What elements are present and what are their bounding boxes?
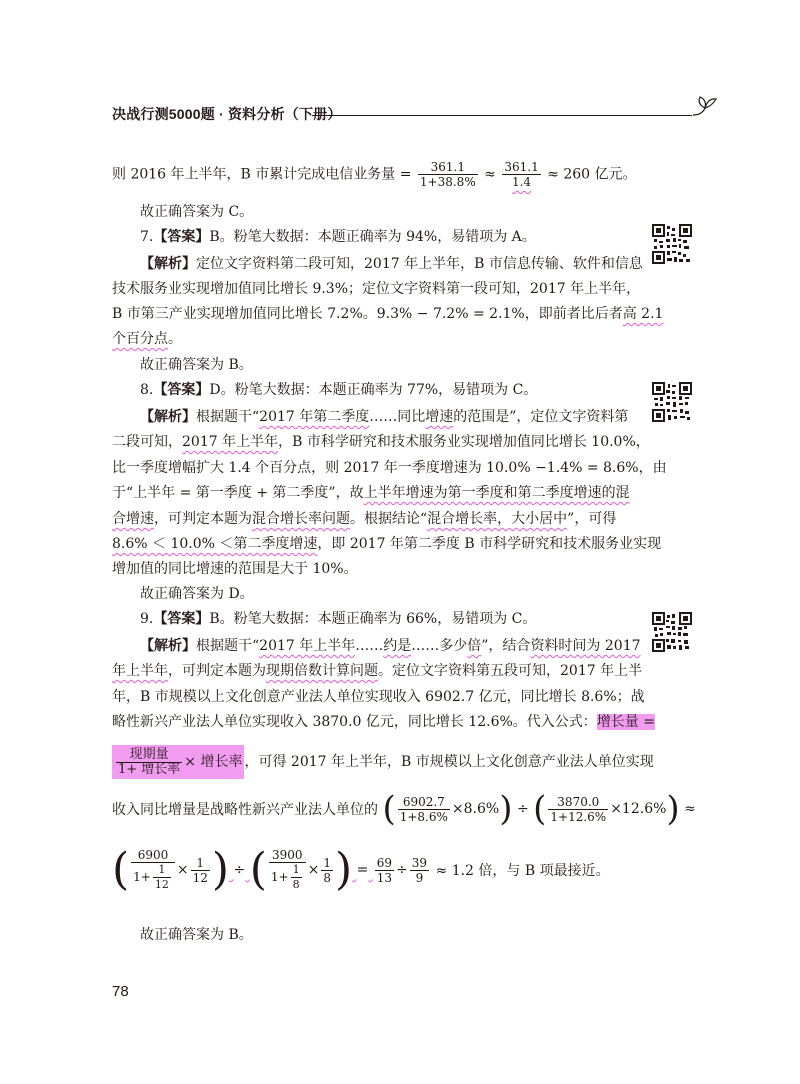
q6-result: ≈ 260 亿元。 <box>547 166 637 183</box>
q7-analysis-line-2: 技术服务业实现增加值同比增长 9.3%；定位文字资料第一段可知，2017 年上半年， <box>112 281 641 297</box>
fraction: $\frac{3870.0}{1+12.6\%}$ <box>550 794 607 824</box>
q9-calculation-line-2 <box>112 844 610 895</box>
q6-calculation: 则 2016 年上半年，B 市累计完成电信业务量 = $\frac{361.1}{1+38.8\%}$ ≈ $\frac{361.1}{1.4}$ ≈ 260 亿元。 <box>112 160 637 189</box>
fraction: 3900 1+ $\frac{1}{8}$ <box>269 848 306 892</box>
q9-final-result: ≈ 1.2 倍，与 B 项最接近。 <box>435 863 610 879</box>
q9-analysis-line-1: 【解析】根据题干“2017 年上半年……约是……多少倍”，结合资料时间为 2017 <box>140 638 641 654</box>
q7-analysis-line-4: 个百分点。 <box>112 331 182 347</box>
q8-analysis-line-3: 比一季度增幅扩大 1.4 个百分点，则 2017 年一季度增速为 10.0% −1.4% = 8.6%，由 <box>112 460 667 476</box>
header-rule <box>312 115 692 116</box>
q8-analysis-line-2: 二段可知，2017 年上半年，B 市科学研究和技术服务业实现增加值同比增长 10.0%， <box>112 434 650 450</box>
q9-analysis-line-5: $\frac{\text{现期量}}{\text{1+ 增长率}}$ × 增长率 ，可得 2017 年上半年，B 市规模以上文化创意产业法人单位实现 <box>112 745 654 779</box>
book-title: 决战行测5000题 · 资料分析（下册） <box>112 106 342 122</box>
q9-conclusion: 故正确答案为 B。 <box>140 927 253 943</box>
highlighted-formula: $\frac{\text{现期量}}{\text{1+ 增长率}}$ × 增长率 <box>112 745 244 779</box>
fraction: $\frac{6902.7}{1+8.6\%}$ <box>399 794 448 824</box>
q8-analysis-line-7: 增加值的同比增速的范围是大于 10%。 <box>112 561 358 577</box>
q8-analysis-line-6: 8.6% ＜ 10.0% ＜第二季度增速，即 2017 年第二季度 B 市科学研究和技术服务业实现 <box>112 536 662 552</box>
fraction: $\frac{361.1}{1.4}$ <box>504 160 539 189</box>
q8-analysis-line-5: 合增速，可判定本题为混合增长率问题。根据结论“混合增长率，大小居中”，可得 <box>112 511 617 527</box>
q8-conclusion: 故正确答案为 D。 <box>140 586 254 602</box>
q9-calculation-line-1: 收入同比增量是战略性新兴产业法人单位的 ( $\frac{6902.7}{1+8.6\%}$ ×8.6%) ÷ ( $\frac{3870.0}{1+12.6\%}$ ×12.6%) ≈ <box>112 789 696 829</box>
fraction: $\frac{\text{现期量}}{\text{1+ 增长率}}$ <box>118 746 181 777</box>
q9-analysis-line-4: 略性新兴产业法人单位实现收入 3870.0 亿元，同比增长 12.6%。代入公式：增长量 = <box>112 714 655 730</box>
q8-answer: 8.【答案】D。粉笔大数据：本题正确率为 77%，易错项为 C。 <box>140 382 538 398</box>
q7-analysis-line-3: B 市第三产业实现增加值同比增长 7.2%。9.3% − 7.2% = 2.1%，即前者比后者高 2.1 <box>112 306 664 322</box>
fraction: 6900 1+ $\frac{1}{12}$ <box>131 848 175 892</box>
q9-answer: 9.【答案】B。粉笔大数据：本题正确率为 66%，易错项为 C。 <box>140 611 537 627</box>
underlined-expression: ( 6900 1+ $\frac{1}{12}$ × $\frac{1}{12}$ ) ÷ ( 3900 1+ $\frac{1}{8}$ × $\frac{1}{8}$ ) = $\frac{69}{13}$ ÷ $\frac{39}{9}$ <box>112 844 428 895</box>
sprout-icon <box>692 94 720 118</box>
q9-analysis-line-2: 年上半年，可判定本题为现期倍数计算问题。定位文字资料第五段可知，2017 年上半 <box>112 663 643 679</box>
highlighted-formula: 增长量 = <box>596 714 655 730</box>
q8-analysis-line-1: 【解析】根据题干“2017 年第二季度……同比增速的范围是”，定位文字资料第 <box>140 409 629 425</box>
running-header <box>112 100 752 130</box>
q7-analysis-line-1: 【解析】定位文字资料第二段可知，2017 年上半年，B 市信息传输、软件和信息 <box>140 256 643 272</box>
fraction: $\frac{1}{8}$ <box>323 855 331 885</box>
q7-answer: 7.【答案】B。粉笔大数据：本题正确率为 94%，易错项为 A。 <box>140 229 536 245</box>
page-number: 78 <box>112 983 129 1000</box>
q9-analysis-line-3: 年，B 市规模以上文化创意产业法人单位实现收入 6902.7 亿元，同比增长 8.6%；战 <box>112 689 645 705</box>
q6-calc-text: 则 2016 年上半年，B 市累计完成电信业务量 = <box>112 166 412 183</box>
qr-code-icon <box>652 612 692 652</box>
qr-code-icon <box>652 382 692 422</box>
q7-conclusion: 故正确答案为 B。 <box>140 357 253 373</box>
fraction: $\frac{69}{13}$ <box>376 855 393 885</box>
fraction: $\frac{361.1}{1+38.8\%}$ <box>419 160 476 189</box>
fraction: $\frac{39}{9}$ <box>411 855 428 885</box>
q8-analysis-line-4: 于“上半年 = 第一季度 + 第二季度”，故上半年增速为第一季度和第二季度增速的混 <box>112 485 630 501</box>
qr-code-icon <box>652 224 692 264</box>
fraction: $\frac{1}{12}$ <box>192 855 208 885</box>
q6-conclusion: 故正确答案为 C。 <box>140 204 254 220</box>
